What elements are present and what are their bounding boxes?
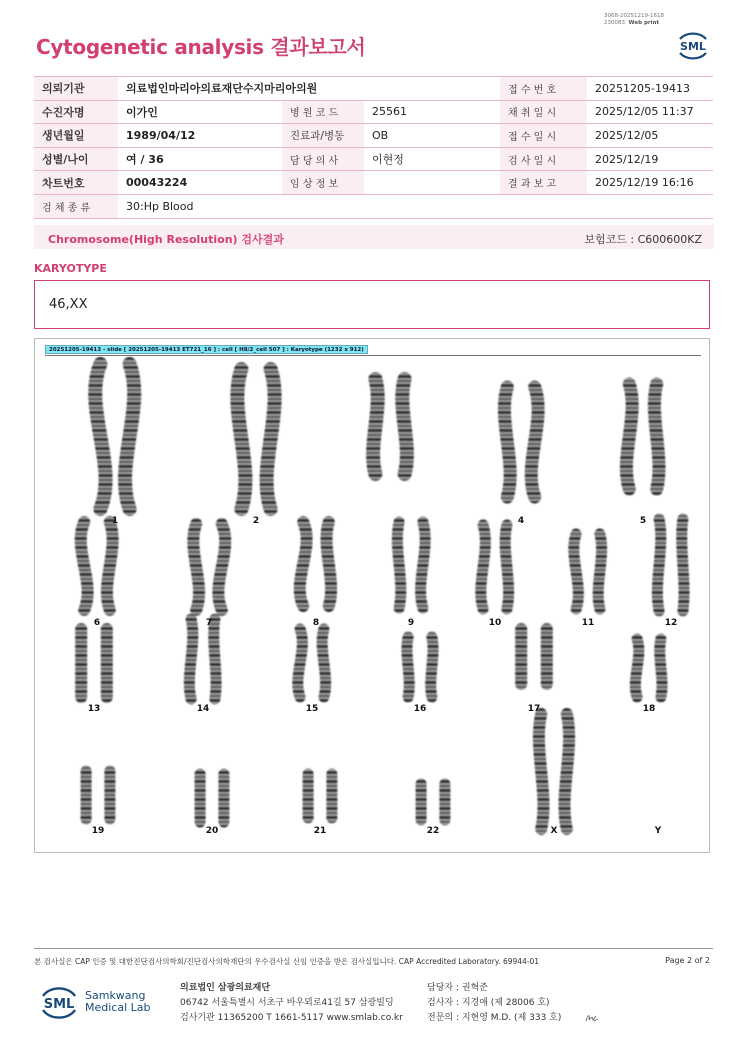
value-department: OB (364, 124, 500, 148)
value-requesting-org: 의료법인마리아의료재단수지마리아의원 (118, 77, 500, 101)
staff-list (427, 981, 561, 1026)
label-department: 진료과/병동 (282, 124, 364, 148)
chromosome-label-19: 19 (91, 826, 105, 836)
label-collection-time: 채 취 일 시 (500, 100, 587, 124)
chromosome-4-1 (504, 387, 510, 497)
chromosome-label-15: 15 (305, 704, 319, 714)
web-print-label: Web print (628, 20, 660, 26)
label-hospital-code: 병 원 코 드 (282, 100, 364, 124)
chromosome-5-2 (654, 384, 659, 489)
chromosome-label-21: 21 (313, 826, 327, 836)
value-test-date: 2025/12/19 (587, 147, 713, 171)
chromosome-8-2 (326, 522, 331, 606)
chromosome-X-1 (539, 714, 544, 829)
chromosome-6-2 (107, 522, 113, 610)
label-test-date: 검 사 일 시 (500, 147, 587, 171)
karyotype-result: 46,XX (49, 297, 88, 312)
label-receipt-number: 접 수 번 호 (500, 77, 587, 101)
chromosome-2-2 (267, 369, 275, 509)
chromosome-label-16: 16 (413, 704, 427, 714)
chromosome-label-14: 14 (196, 704, 210, 714)
chromosome-8-1 (300, 522, 307, 606)
chromosome-label-17: 17 (527, 704, 541, 714)
chromosome-12-1 (657, 519, 660, 611)
chromosome-9-1 (397, 522, 400, 608)
table-row (34, 124, 713, 148)
label-doctor: 담 당 의 사 (282, 147, 364, 171)
label-birth-date: 생년월일 (34, 124, 118, 148)
value-receipt-date: 2025/12/05 (587, 124, 713, 148)
chromosome-3-2 (402, 379, 407, 474)
chromosome-14-1 (189, 619, 192, 699)
chromosome-11-2 (598, 534, 601, 609)
value-sex-age: 여 / 36 (118, 147, 282, 171)
print-id (604, 13, 664, 27)
chromosome-label-7: 7 (205, 618, 213, 628)
chromosome-label-12: 12 (664, 618, 678, 628)
chromosome-7-1 (193, 524, 199, 610)
chromosome-9-2 (421, 522, 426, 608)
chromosome-label-10: 10 (488, 618, 502, 628)
table-row (34, 147, 713, 171)
page-number: Page 2 of 2 (665, 956, 710, 965)
value-result-report: 2025/12/19 16:16 (587, 171, 713, 195)
chromosome-12-2 (682, 519, 684, 611)
chromosome-X-2 (564, 714, 569, 829)
chromosome-5-1 (626, 384, 632, 489)
report-title: Cytogenetic analysis 결과보고서 (36, 35, 366, 59)
print-id-number: 230083 (604, 20, 625, 26)
sml-logo-icon (674, 26, 712, 62)
chromosome-15-1 (298, 629, 303, 697)
org-address: 06742 서울특별시 서초구 바우뫼로41길 57 삼광빌딩 (180, 998, 394, 1008)
table-row (34, 194, 713, 218)
value-receipt-number: 20251205-19413 (587, 77, 713, 101)
chromosome-label-Y: Y (654, 826, 662, 836)
karyotype-result-box (34, 280, 710, 329)
lab-name-line2: Medical Lab (85, 1001, 151, 1014)
karyogram-image (34, 338, 710, 853)
value-birth-date: 1989/04/12 (118, 124, 282, 148)
chromosome-label-4: 4 (517, 516, 525, 526)
chromosome-label-22: 22 (426, 826, 440, 836)
karyotype-label: KARYOTYPE (34, 262, 107, 275)
lab-name-line1: Samkwang (85, 989, 146, 1002)
chromosome-6-1 (81, 522, 88, 610)
chromosome-18-1 (635, 639, 638, 697)
footer-divider (34, 948, 713, 949)
chromosome-10-1 (481, 525, 486, 609)
chromosome-18-2 (660, 639, 662, 697)
lab-name (85, 990, 151, 1014)
value-specimen-type: 30:Hp Blood (118, 194, 713, 218)
table-row (34, 171, 713, 195)
value-hospital-code: 25561 (364, 100, 500, 124)
accreditation-note: 본 검사실은 CAP 인증 및 대한진단검사의학회/진단검사의학재단의 우수검사실 신임 인증을 받은 검사실입니다. CAP Accredited Laboratory. 69944-01 (34, 957, 540, 966)
sml-logo-text: SML (43, 997, 75, 1012)
org-contact: 검사기관 11365200 T 1661-5117 www.smlab.co.kr (180, 1013, 403, 1023)
chromosome-15-2 (322, 629, 325, 697)
chromosome-label-1: 1 (111, 516, 119, 526)
chromosome-16-1 (407, 637, 409, 697)
value-chart-number: 00043224 (118, 171, 282, 195)
value-collection-time: 2025/12/05 11:37 (587, 100, 713, 124)
chromosome-label-9: 9 (407, 618, 415, 628)
value-patient-name: 이가인 (118, 100, 282, 124)
chromosome-label-11: 11 (581, 618, 595, 628)
test-name: Chromosome(High Resolution) 검사결과 (48, 233, 284, 246)
chromosome-7-2 (218, 524, 225, 610)
chromosome-label-X: X (550, 826, 558, 836)
chromosome-label-5: 5 (639, 516, 647, 526)
chromosome-1-1 (95, 364, 105, 509)
sml-logo-text: SML (680, 40, 706, 53)
print-id-line1: 3068-20251219-1618 (604, 13, 664, 19)
label-patient-name: 수진자명 (34, 100, 118, 124)
staff-manager: 담당자 : 권혁준 (427, 983, 488, 993)
label-chart-number: 차트번호 (34, 171, 118, 195)
chromosome-label-6: 6 (93, 618, 101, 628)
chromosome-10-2 (505, 525, 508, 609)
chromosome-2-1 (237, 369, 245, 509)
chromosome-label-8: 8 (312, 618, 320, 628)
table-row (34, 100, 713, 124)
chromosome-11-1 (574, 534, 579, 609)
label-clinical-info: 임 상 정 보 (282, 171, 364, 195)
table-row (34, 77, 713, 101)
chromosome-14-2 (214, 619, 216, 699)
chromosome-label-13: 13 (87, 704, 101, 714)
patient-info-table (34, 76, 713, 219)
lab-info (180, 981, 403, 1026)
chromosome-label-2: 2 (252, 516, 260, 526)
test-header-bar (34, 225, 714, 249)
staff-specialist: 전문의 : 지현영 M.D. (제 333 호) (427, 1013, 562, 1023)
label-specimen-type: 검 체 종 류 (34, 194, 118, 218)
value-doctor: 이현정 (364, 147, 500, 171)
chromosome-16-2 (431, 637, 433, 697)
chromosome-1-2 (125, 364, 134, 509)
label-sex-age: 성별/나이 (34, 147, 118, 171)
chromosome-3-1 (373, 379, 378, 474)
label-requesting-org: 의뢰기관 (34, 77, 118, 101)
label-receipt-date: 접 수 일 시 (500, 124, 587, 148)
chromosome-label-18: 18 (642, 704, 656, 714)
image-caption: 20251205-19413 - slide [ 20251205-19413 ET721_16 ] : cell [ H8/2_cell 507 ] : Karyotype (1232 x 912) (45, 345, 368, 354)
org-name: 의료법인 삼광의료재단 (180, 983, 271, 993)
karyogram-chromosomes (35, 339, 711, 854)
insurance-code: 보험코드 : C600600KZ (584, 233, 702, 246)
chromosome-label-20: 20 (205, 826, 219, 836)
label-result-report: 결 과 보 고 (500, 171, 587, 195)
sml-logo-icon (38, 982, 80, 1020)
signature-mark (584, 1012, 600, 1024)
chromosome-4-2 (531, 387, 538, 497)
staff-tester: 검사자 : 지경애 (제 28006 호) (427, 998, 550, 1008)
value-clinical-info (364, 171, 500, 195)
